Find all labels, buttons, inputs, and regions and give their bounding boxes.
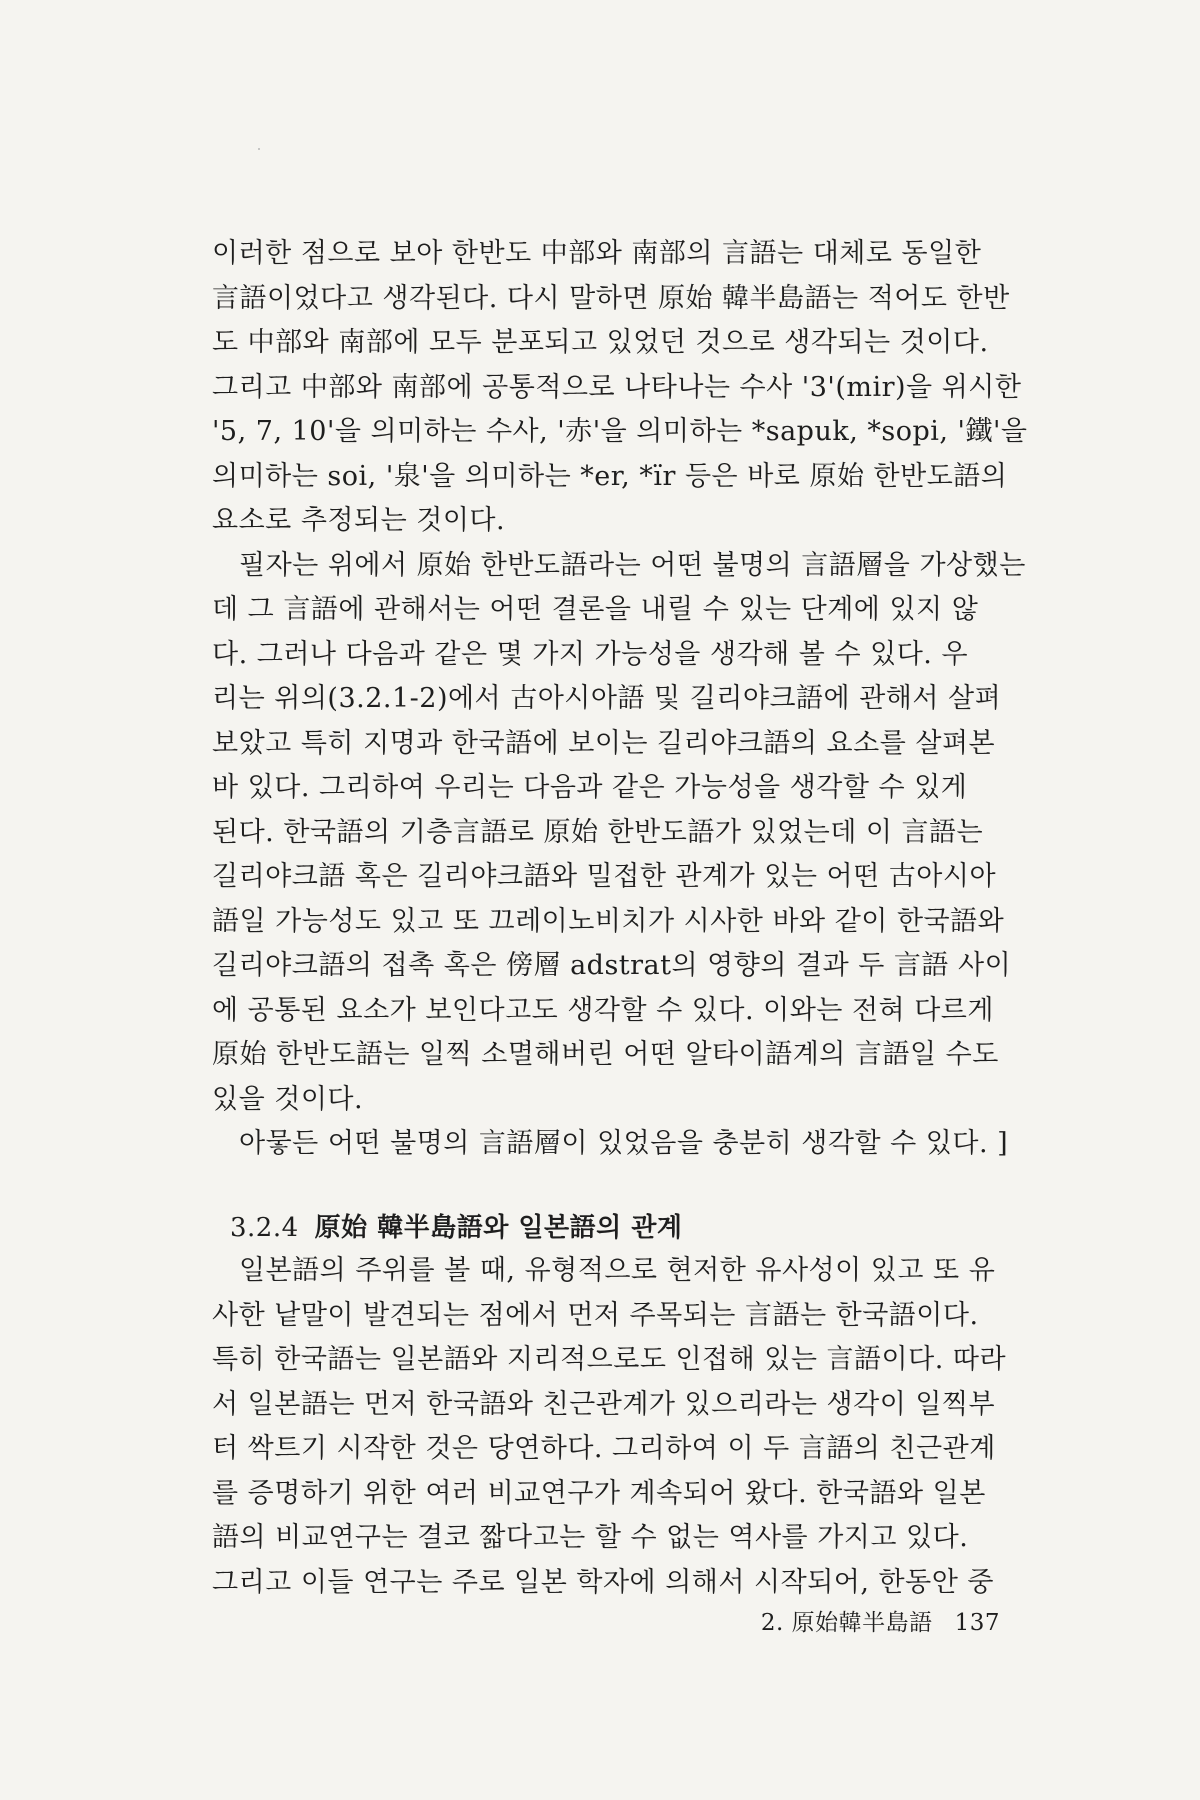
text-line: 의미하는 soi, '泉'을 의미하는 *er, *ïr 등은 바로 原始 한반도語의 (212, 460, 1008, 492)
page-footer (761, 1604, 1000, 1637)
text-line: 보았고 특히 지명과 한국語에 보이는 길리야크語의 요소를 살펴본 (212, 727, 996, 759)
running-footer-chapter: 2. 原始韓半島語 (760, 1610, 933, 1636)
text-line: 일본語의 주위를 볼 때, 유형적으로 현저한 유사성이 있고 또 유 (239, 1255, 996, 1286)
scan-speck (258, 148, 260, 150)
text-line: 도 中部와 南部에 모두 분포되고 있었던 것으로 생각되는 것이다. (212, 327, 989, 358)
text-line: 그리고 中部와 南部에 공통적으로 나타나는 수사 '3'(mir)을 위시한 (212, 371, 1022, 403)
paragraph-4 (212, 1249, 1042, 1605)
text-line: 특히 한국語는 일본語와 지리적으로도 인접해 있는 言語이다. 따라 (212, 1344, 1007, 1375)
text-line: 터 싹트기 시작한 것은 당연하다. 그리하여 이 두 言語의 친근관계 (212, 1433, 996, 1464)
text-line: 필자는 위에서 原始 한반도語라는 어떤 불명의 言語層을 가상했는 (239, 549, 1026, 581)
text-line: 길리야크語의 접촉 혹은 傍層 adstrat의 영향의 결과 두 言語 사이 (212, 950, 1012, 981)
text-line: 있을 것이다. (212, 1083, 364, 1115)
paragraph-3 (212, 1122, 1042, 1167)
text-line: 요소로 추정되는 것이다. (212, 505, 506, 536)
text-line: 에 공통된 요소가 보인다고도 생각할 수 있다. 이와는 전혀 다르게 (212, 994, 994, 1026)
text-line: 그리고 이들 연구는 주로 일본 학자에 의해서 시작되어, 한동안 중 (212, 1566, 994, 1598)
text-line: 語의 비교연구는 결코 짧다고는 할 수 없는 역사를 가지고 있다. (212, 1522, 969, 1553)
text-line: 이러한 점으로 보아 한반도 中部와 南部의 言語는 대체로 동일한 (212, 238, 982, 269)
text-line: 原始 한반도語는 일찍 소멸해버린 어떤 알타이語계의 言語일 수도 (212, 1039, 999, 1070)
section-heading (230, 1207, 683, 1244)
body-text-top (212, 232, 1042, 1167)
text-line: 를 증명하기 위한 여러 비교연구가 계속되어 왔다. 한국語와 일본 (212, 1477, 986, 1509)
section-title: 原始 韓半島語와 일본語의 관계 (314, 1213, 683, 1243)
text-line: 데 그 言語에 관해서는 어떤 결론을 내릴 수 있는 단계에 있지 않 (212, 594, 979, 625)
body-text-bottom (212, 1249, 1042, 1605)
section-number: 3.2.4 (230, 1213, 299, 1243)
text-line: '5, 7, 10'을 의미하는 수사, '赤'을 의미하는 *sapuk, *sopi, '鐵'을 (212, 416, 1028, 447)
text-line: 서 일본語는 먼저 한국語와 친근관계가 있으리라는 생각이 일찍부 (212, 1388, 996, 1420)
text-line: 사한 낱말이 발견되는 점에서 먼저 주목되는 言語는 한국語이다. (212, 1299, 979, 1331)
page-number: 137 (954, 1610, 1000, 1636)
text-line: 語일 가능성도 있고 또 끄레이노비치가 시사한 바와 같이 한국語와 (212, 905, 1005, 937)
text-line: 리는 위의(3.2.1-2)에서 古아시아語 및 길리야크語에 관해서 살펴 (212, 683, 1002, 714)
text-line: 바 있다. 그리하여 우리는 다음과 같은 가능성을 생각할 수 있게 (212, 772, 968, 803)
paragraph-1 (212, 232, 1042, 544)
text-line: 다. 그러나 다음과 같은 몇 가지 가능성을 생각해 볼 수 있다. 우 (212, 638, 969, 670)
text-line: 된다. 한국語의 기층言語로 原始 한반도語가 있었는데 이 言語는 (212, 816, 984, 848)
text-line: 길리야크語 혹은 길리야크語와 밀접한 관계가 있는 어떤 古아시아 (212, 861, 997, 892)
text-line: 言語이었다고 생각된다. 다시 말하면 原始 韓半島語는 적어도 한반 (212, 282, 1010, 314)
paragraph-2 (212, 544, 1042, 1123)
text-line: 아뭏든 어떤 불명의 言語層이 있었음을 충분히 생각할 수 있다. ] (239, 1128, 1009, 1159)
